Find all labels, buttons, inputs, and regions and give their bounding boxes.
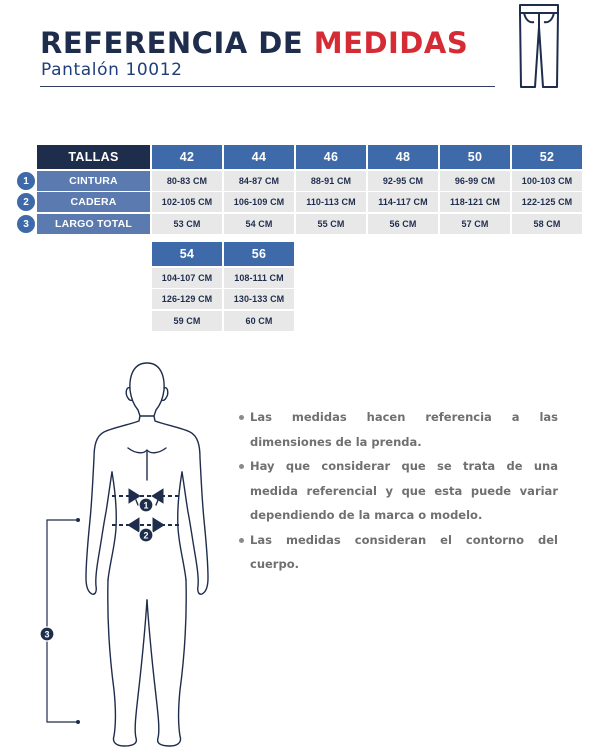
size-header: 44 [224, 145, 294, 169]
row-number-badge: 3 [16, 214, 36, 234]
size-value-cell: 102-105 CM [152, 192, 222, 212]
row-number-badge: 2 [16, 192, 36, 212]
marker-3 [40, 627, 54, 641]
marker-1 [139, 498, 153, 512]
size-value-cell: 88-91 CM [296, 171, 366, 191]
size-value-cell: 84-87 CM [224, 171, 294, 191]
size-value-cell: 126-129 CM [152, 289, 222, 309]
page-subtitle: Pantalón 10012 [41, 60, 183, 80]
size-value-cell: 104-107 CM [152, 268, 222, 288]
size-header: 54 [152, 242, 222, 266]
size-header: 48 [368, 145, 438, 169]
table-header-label: TALLAS [37, 145, 150, 169]
size-value-cell: 60 CM [224, 311, 294, 331]
pants-icon [518, 3, 560, 89]
row-label-1: CINTURA [37, 171, 150, 191]
note-item [238, 454, 558, 528]
note-text: Las medidas hacen referencia a las dimensiones de la prenda. [250, 410, 558, 449]
row-number-badge: 1 [16, 171, 36, 191]
size-value-cell: 54 CM [224, 214, 294, 234]
size-value-cell: 118-121 CM [440, 192, 510, 212]
size-value-cell: 57 CM [440, 214, 510, 234]
size-header: 50 [440, 145, 510, 169]
size-header: 42 [152, 145, 222, 169]
marker-2 [139, 528, 153, 542]
marker-1-label: 1 [143, 500, 149, 511]
title-part-2: MEDIDAS [313, 26, 469, 60]
size-value-cell: 96-99 CM [440, 171, 510, 191]
page-title [40, 26, 468, 60]
size-value-cell: 92-95 CM [368, 171, 438, 191]
size-value-cell: 130-133 CM [224, 289, 294, 309]
size-value-cell: 114-117 CM [368, 192, 438, 212]
size-value-cell: 59 CM [152, 311, 222, 331]
note-item [238, 405, 558, 454]
body-outline-icon [0, 355, 240, 755]
note-text: Las medidas consideran el contorno del cuerpo. [250, 532, 558, 571]
size-header: 52 [512, 145, 582, 169]
size-value-cell: 100-103 CM [512, 171, 582, 191]
size-value-cell: 106-109 CM [224, 192, 294, 212]
row-label-2: CADERA [37, 192, 150, 212]
size-header: 46 [296, 145, 366, 169]
size-value-cell: 122-125 CM [512, 192, 582, 212]
size-header: 56 [224, 242, 294, 266]
size-value-cell: 110-113 CM [296, 192, 366, 212]
size-value-cell: 58 CM [512, 214, 582, 234]
size-value-cell: 108-111 CM [224, 268, 294, 288]
size-value-cell: 53 CM [152, 214, 222, 234]
marker-2-label: 2 [143, 530, 149, 541]
row-label-3: LARGO TOTAL [37, 214, 150, 234]
notes-list [238, 405, 558, 577]
size-value-cell: 56 CM [368, 214, 438, 234]
note-item [238, 528, 558, 577]
size-value-cell: 55 CM [296, 214, 366, 234]
marker-3-label: 3 [44, 629, 50, 640]
title-part-1: REFERENCIA DE [40, 26, 304, 60]
note-text: Hay que considerar que se trata de una medida referencial y que esta puede variar dependiendo de la marca o modelo. [250, 459, 558, 522]
title-divider [40, 86, 495, 87]
size-value-cell: 80-83 CM [152, 171, 222, 191]
